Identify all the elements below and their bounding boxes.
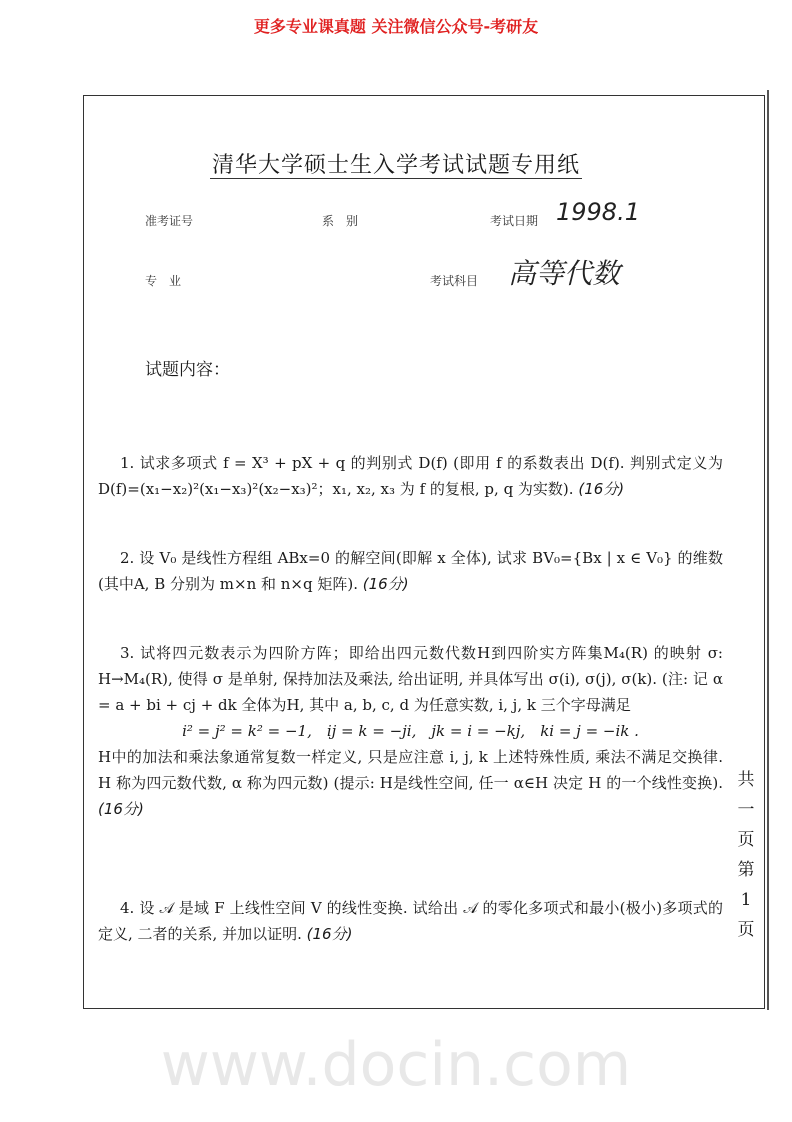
subject-value: 高等代数: [508, 257, 621, 290]
major-label: 专 业: [145, 274, 182, 288]
department-label: 系 别: [322, 214, 359, 228]
margin-line: [767, 90, 769, 1010]
question-2: 2. 设 V₀ 是线性方程组 ABx=0 的解空间(即解 x 全体), 试求 BV₀={Bx | x ∈ V₀} 的维数(其中A, B 分别为 m×n 和 n×q 矩阵). (16分): [98, 549, 723, 593]
equation: i² = j² = k² = −1, ij = k = −ji, jk = i = −kj, ki = j = −ik .: [182, 722, 639, 740]
score: (16分): [306, 925, 353, 943]
score: (16分): [98, 800, 144, 818]
paper-title: 清华大学硕士生入学考试试题专用纸: [211, 153, 580, 178]
exam-id-label: 准考证号: [145, 214, 194, 228]
section-title: 试题内容：: [145, 360, 230, 380]
question-3: 3. 试将四元数表示为四阶方阵；即给出四元数代数H到四阶实方阵集M₄(R) 的映射 σ: H→M₄(R), 使得 σ 是单射, 保持加法及乘法, 给出证明, 并具体写出 σ(i), σ(j), σ(k). (注: 记 α = a + bi + cj + dk 全体为H, 其中 a, b, c, d 为任意实数, i, j, k 三个字母满足 i² = j² = k² = −1, ij = k = −ji, jk = i = −kj, ki = j = −ik . H中的加法和乘法象通常复数一样定义, 只是应注意 i, j, k 上述特殊性质, 乘法不满足交换律. H 称为四元数代数, α 称为四元数) (提示: H是线性空间, 任一 α∈H 决定 H 的一个线性变换). (16分): [98, 644, 723, 818]
exam-date-value: 1998.1: [556, 198, 640, 226]
page-count: 共 一 页 第 1 页: [737, 770, 755, 940]
promo-banner: 更多专业课真题 关注微信公众号-考研友: [253, 17, 539, 36]
question-1: 1. 试求多项式 f = X³ + pX + q 的判别式 D(f) (即用 f 的系数表出 D(f). 判别式定义为D(f)=(x₁−x₂)²(x₁−x₃)²(x₂−x₃)²；x₁, x₂, x₃ 为 f 的复根, p, q 为实数). (16分): [98, 454, 723, 498]
subject-label: 考试科目: [430, 274, 479, 288]
score: (16分): [578, 480, 625, 498]
watermark: www.docin.com: [160, 1030, 632, 1100]
score: (16分): [362, 575, 409, 593]
exam-date-label: 考试日期: [490, 214, 539, 228]
question-4: 4. 设 𝒜 是域 F 上线性空间 V 的线性变换. 试给出 𝒜 的零化多项式和最小(极小)多项式的定义, 二者的关系, 并加以证明. (16分): [98, 899, 723, 943]
